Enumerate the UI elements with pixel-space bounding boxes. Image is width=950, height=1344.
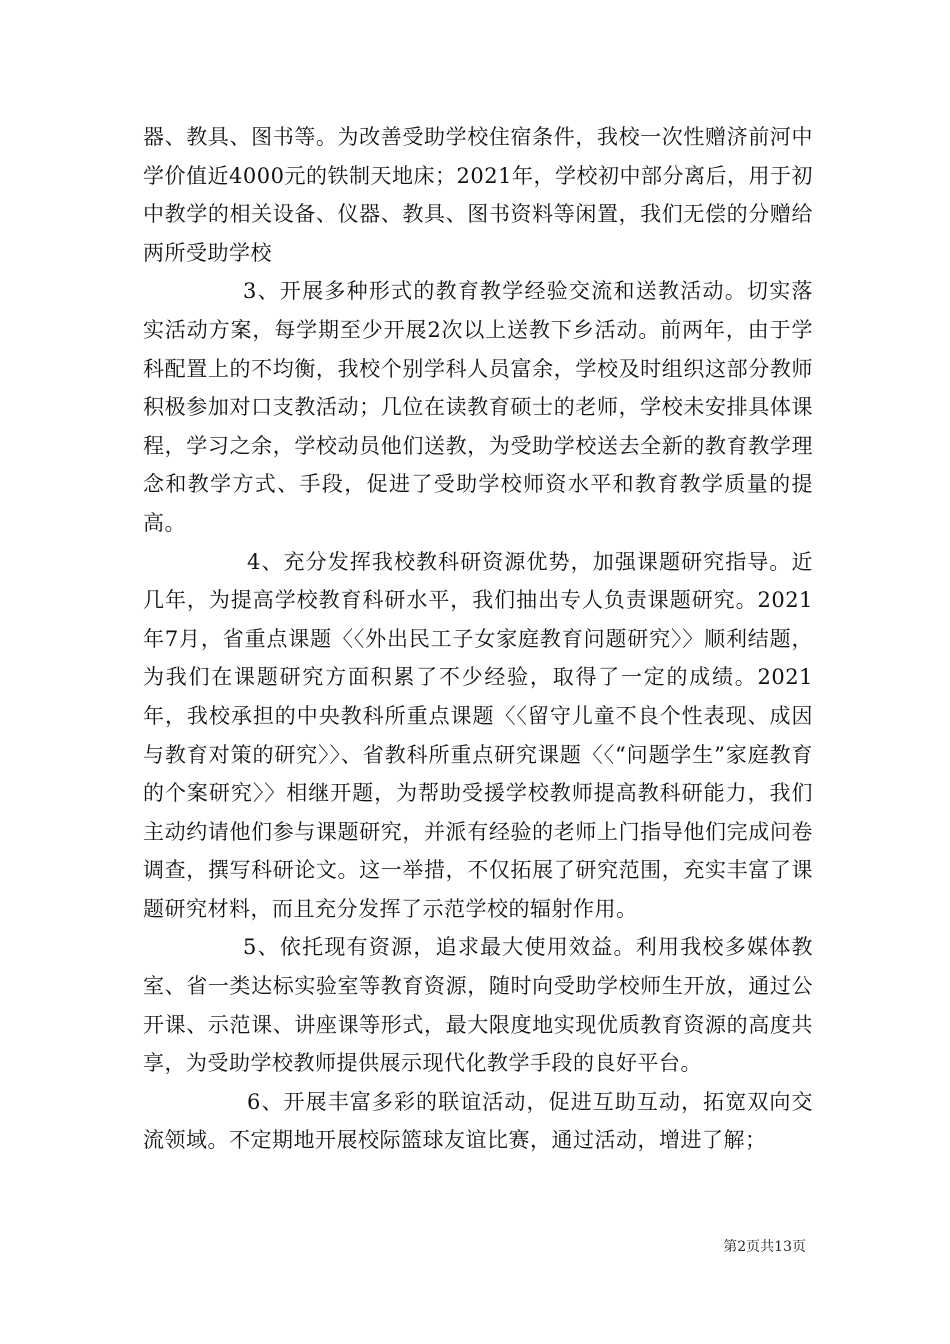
page-number-footer: 第2页共13页 bbox=[723, 1239, 806, 1255]
paragraph-3: 3、开展多种形式的教育教学经验交流和送教活动。切实落实活动方案，每学期至少开展2次以上送教下乡活动。前两年，由于学科配置上的不均衡，我校个别学科人员富余，学校及时组织这部分教师积极参加对口支教活动；几位在读教育硕士的老师，学校未安排具体课程，学习之余，学校动员他们送教，为受助学校送去全新的教育教学理念和教学方式、手段，促进了受助学校师资水平和教育教学质量的提高。 bbox=[143, 279, 813, 535]
body-text bbox=[143, 118, 813, 1160]
paragraph-4: 4、充分发挥我校教科研资源优势，加强课题研究指导。近几年，为提高学校教育科研水平，我们抽出专人负责课题研究。2021年7月，省重点课题〈〈外出民工子女家庭教育问题研究〉〉顺利结题，为我们在课题研究方面积累了不少经验，取得了一定的成绩。2021年，我校承担的中央教科所重点课题〈〈留守儿童不良个性表现、成因与教育对策的研究〉〉、省教科所重点研究课题〈〈“问题学生”家庭教育的个案研究〉〉相继开题，为帮助受援学校教师提高教科研能力，我们主动约请他们参与课题研究，并派有经验的老师上门指导他们完成问卷调查，撰写科研论文。这一举措，不仅拓展了研究范围，充实丰富了课题研究材料，而且充分发挥了示范学校的辐射作用。 bbox=[143, 549, 813, 921]
paragraph-6: 6、开展丰富多彩的联谊活动，促进互助互动，拓宽双向交流领域。不定期地开展校际篮球友谊比赛，通过活动，增进了解； bbox=[143, 1089, 813, 1153]
paragraph-continuation: 器、教具、图书等。为改善受助学校住宿条件，我校一次性赠济前河中学价值近4000元的铁制天地床；2021年，学校初中部分离后，用于初中教学的相关设备、仪器、教具、图书资料等闲置，我们无偿的分赠给两所受助学校 bbox=[143, 125, 813, 265]
paragraph-5: 5、依托现有资源，追求最大使用效益。利用我校多媒体教室、省一类达标实验室等教育资源，随时向受助学校师生开放，通过公开课、示范课、讲座课等形式，最大限度地实现优质教育资源的高度共享，为受助学校教师提供展示现代化教学手段的良好平台。 bbox=[143, 935, 813, 1076]
